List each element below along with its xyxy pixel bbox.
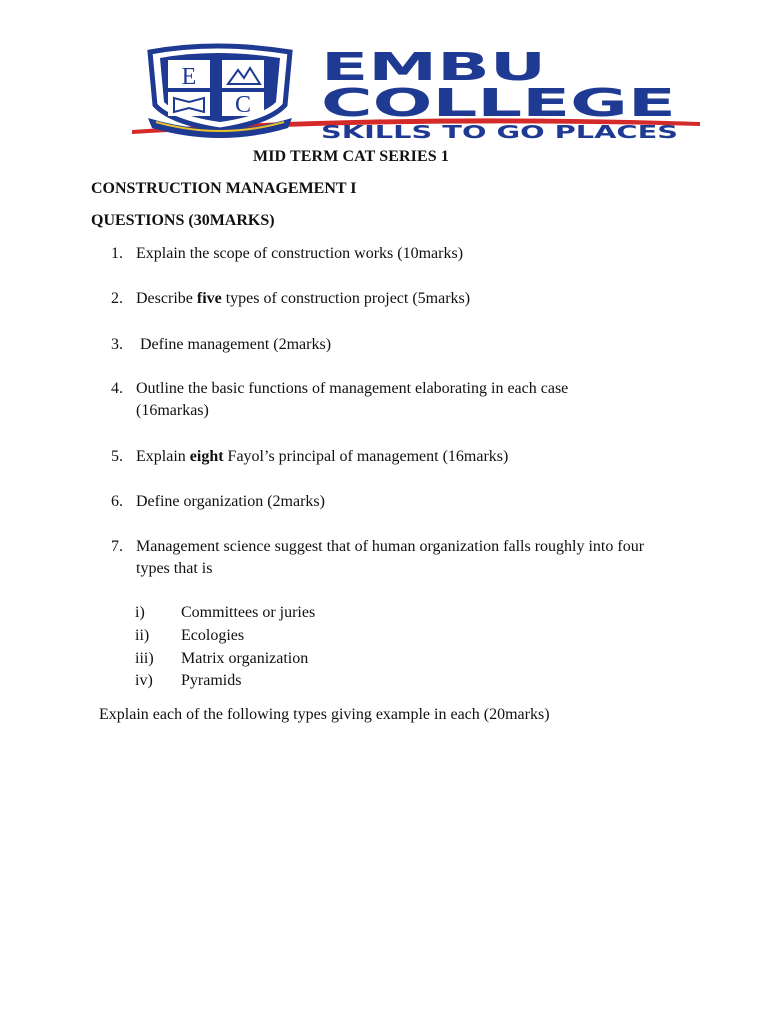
question-text: Define organization (2marks)	[136, 493, 325, 510]
sub-list-text: Pyramids	[181, 672, 242, 689]
college-name-line2: COLLEGE	[321, 81, 676, 125]
college-name-line1: EMBU	[321, 45, 546, 89]
question-number: 5.	[111, 448, 123, 465]
roman-numeral: iv)	[135, 672, 153, 689]
question-text: Management science suggest that of human organization falls roughly into four types that is	[136, 538, 645, 577]
question-number: 6.	[111, 493, 123, 510]
question-text: Outline the basic functions of management elaborating in each case (16markas)	[136, 380, 569, 419]
question-item	[111, 334, 711, 356]
college-tagline: SKILLS TO GO PLACES	[321, 122, 678, 143]
question-item	[111, 446, 711, 468]
roman-numeral: i)	[135, 604, 145, 621]
question-item	[111, 288, 711, 310]
question-number: 1.	[111, 245, 123, 262]
question-number: 7.	[111, 538, 123, 555]
sub-list-text: Ecologies	[181, 627, 245, 644]
question-text: Describe five types of construction project (5marks)	[136, 290, 471, 307]
questions-heading: QUESTIONS (30MARKS)	[91, 212, 275, 229]
question-text: Define management (2marks)	[136, 336, 332, 353]
crest-letter-e: E	[181, 64, 197, 90]
question-number: 3.	[111, 336, 123, 353]
question-number: 4.	[111, 380, 123, 397]
exam-title: MID TERM CAT SERIES 1	[253, 148, 449, 165]
roman-numeral: iii)	[135, 650, 154, 667]
sub-list-text: Matrix organization	[181, 650, 309, 667]
question-item	[111, 536, 676, 580]
embu-college-logo	[0, 0, 768, 150]
course-name: CONSTRUCTION MANAGEMENT I	[91, 180, 357, 197]
question-item	[111, 243, 711, 265]
question-item	[111, 491, 711, 513]
question-number: 2.	[111, 290, 123, 307]
question-item	[111, 378, 621, 422]
question-text: Explain the scope of construction works (10marks)	[136, 245, 464, 262]
question-text: Explain eight Fayol’s principal of management (16marks)	[136, 448, 509, 465]
sub-list-text: Committees or juries	[181, 604, 316, 621]
roman-numeral: ii)	[135, 627, 150, 644]
crest-icon	[148, 46, 292, 138]
crest-letter-c: C	[234, 92, 252, 118]
closing-instruction: Explain each of the following types giving example in each (20marks)	[99, 706, 550, 723]
